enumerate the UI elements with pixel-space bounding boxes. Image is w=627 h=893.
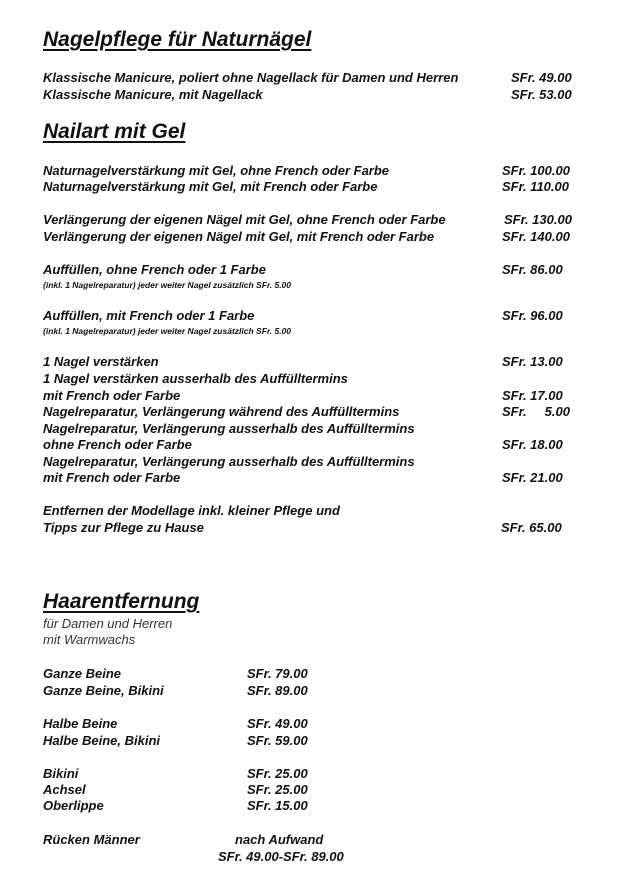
service-label: Achsel [43, 782, 86, 797]
service-label: Nagelreparatur, Verlängerung während des Auffülltermins [43, 404, 400, 419]
service-price: SFr. 13.00 [502, 354, 563, 369]
service-price: SFr. 15.00 [247, 798, 308, 813]
service-price: SFr. 86.00 [502, 262, 563, 277]
service-label: Tipps zur Pflege zu Hause [43, 520, 204, 535]
service-label: 1 Nagel verstärken [43, 354, 159, 369]
service-label: Klassische Manicure, mit Nagellack [43, 87, 263, 102]
service-label: Nagelreparatur, Verlängerung ausserhalb des Auffülltermins [43, 454, 415, 469]
service-label: Auffüllen, ohne French oder 1 Farbe [43, 262, 266, 277]
service-price: SFr. 25.00 [247, 766, 308, 781]
service-price: SFr. 17.00 [502, 388, 563, 403]
section-subtitle: für Damen und Herren [43, 616, 173, 631]
service-label: Oberlippe [43, 798, 104, 813]
service-note: (inkl. 1 Nagelreparatur) jeder weiter Nagel zusätzlich SFr. 5.00 [43, 280, 292, 290]
service-price: SFr. 59.00 [247, 733, 308, 748]
service-price: SFr. 21.00 [502, 470, 563, 485]
service-price: SFr. 89.00 [247, 683, 308, 698]
service-label: Bikini [43, 766, 79, 781]
service-price: SFr. 130.00 [504, 212, 572, 227]
service-price: SFr. 65.00 [501, 520, 562, 535]
service-price: SFr. 100.00 [502, 163, 570, 178]
service-label: Nagelreparatur, Verlängerung ausserhalb des Auffülltermins [43, 421, 415, 436]
section-heading-nailart: Nailart mit Gel [43, 120, 186, 143]
service-price: nach Aufwand [235, 832, 324, 847]
section-heading-hair-removal: Haarentfernung [43, 590, 200, 613]
service-price: SFr. 18.00 [502, 437, 563, 452]
service-label: Ganze Beine, Bikini [43, 683, 164, 698]
service-price: SFr. 79.00 [247, 666, 308, 681]
service-label: Verlängerung der eigenen Nägel mit Gel, mit French oder Farbe [43, 229, 435, 244]
section-subtitle: mit Warmwachs [43, 632, 136, 647]
service-price: SFr. 49.00 [511, 70, 572, 85]
service-label: Klassische Manicure, poliert ohne Nagellack für Damen und Herren [43, 70, 459, 85]
section-heading-natural-nails: Nagelpflege für Naturnägel [43, 28, 312, 51]
service-label: Rücken Männer [43, 832, 140, 847]
service-price: SFr. 53.00 [511, 87, 572, 102]
service-price: SFr. 49.00 [247, 716, 308, 731]
service-price: SFr. 110.00 [502, 179, 569, 194]
service-price: SFr. 140.00 [502, 229, 570, 244]
service-label: Ganze Beine [43, 666, 122, 681]
service-label: ohne French oder Farbe [43, 437, 192, 452]
service-label: Auffüllen, mit French oder 1 Farbe [43, 308, 255, 323]
service-label: Verlängerung der eigenen Nägel mit Gel, ohne French oder Farbe [43, 212, 446, 227]
service-price: SFr. 96.00 [502, 308, 563, 323]
service-label: Halbe Beine [43, 716, 118, 731]
service-label: Entfernen der Modellage inkl. kleiner Pflege und [43, 503, 340, 518]
service-label: Naturnagelverstärkung mit Gel, ohne French oder Farbe [43, 163, 390, 178]
service-label: Naturnagelverstärkung mit Gel, mit French oder Farbe [43, 179, 378, 194]
service-label: 1 Nagel verstärken ausserhalb des Auffülltermins [43, 371, 348, 386]
service-price: SFr. 5.00 [502, 404, 570, 419]
service-price: SFr. 25.00 [247, 782, 308, 797]
service-label: Halbe Beine, Bikini [43, 733, 161, 748]
service-label: mit French oder Farbe [43, 470, 181, 485]
service-note: (inkl. 1 Nagelreparatur) jeder weiter Nagel zusätzlich SFr. 5.00 [43, 326, 292, 336]
service-price-range: SFr. 49.00-SFr. 89.00 [218, 849, 344, 864]
service-label: mit French oder Farbe [43, 388, 181, 403]
